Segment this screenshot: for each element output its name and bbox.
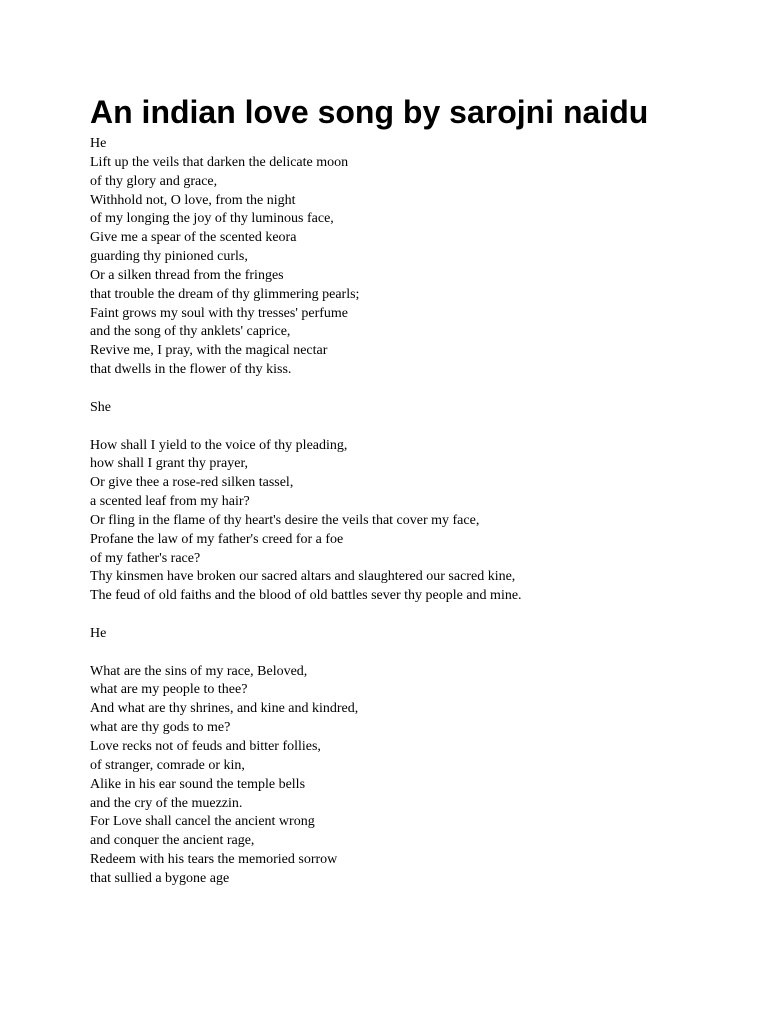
poem-line: What are the sins of my race, Beloved, <box>90 663 308 679</box>
poem-line: She <box>90 399 111 415</box>
poem-line: Redeem with his tears the memoried sorrow <box>90 852 338 868</box>
poem-line: that sullied a bygone age <box>90 870 230 886</box>
poem-line <box>90 418 522 437</box>
poem-body <box>90 135 522 889</box>
poem-line: For Love shall cancel the ancient wrong <box>90 814 315 830</box>
poem-line: of thy glory and grace, <box>90 173 218 189</box>
poem-line: Profane the law of my father's creed for a foe <box>90 531 344 547</box>
poem-line: He <box>90 625 107 641</box>
poem-line: How shall I yield to the voice of thy pleading, <box>90 437 348 453</box>
poem-line: guarding thy pinioned curls, <box>90 249 248 265</box>
poem-line: The feud of old faiths and the blood of old battles sever thy people and mine. <box>90 588 522 604</box>
poem-line: that dwells in the flower of thy kiss. <box>90 362 292 378</box>
poem-line: He <box>90 136 107 151</box>
poem-line: Alike in his ear sound the temple bells <box>90 776 306 792</box>
poem-line: And what are thy shrines, and kine and kindred, <box>90 701 359 717</box>
poem-line <box>90 606 522 625</box>
poem-line: Faint grows my soul with thy tresses' perfume <box>90 305 348 321</box>
poem-line: Revive me, I pray, with the magical nectar <box>90 343 328 359</box>
poem-line: Love recks not of feuds and bitter follies, <box>90 739 321 754</box>
poem-line: Or fling in the flame of thy heart's desire the veils that cover my face, <box>90 512 480 528</box>
poem-line: and conquer the ancient rage, <box>90 833 255 849</box>
poem-line: Or give thee a rose-red silken tassel, <box>90 475 294 491</box>
poem-line: a scented leaf from my hair? <box>90 494 250 510</box>
poem-line: Lift up the veils that darken the delicate moon <box>90 154 349 170</box>
poem-line: what are my people to thee? <box>90 682 248 698</box>
page-title: An indian love song by sarojni naidu <box>90 94 649 130</box>
poem-line: of stranger, comrade or kin, <box>90 757 245 773</box>
poem-line: and the cry of the muezzin. <box>90 795 243 811</box>
poem-line: what are thy gods to me? <box>90 720 231 736</box>
poem-line: that trouble the dream of thy glimmering pearls; <box>90 286 360 302</box>
poem-line: and the song of thy anklets' caprice, <box>90 324 291 340</box>
poem-line: of my longing the joy of thy luminous face, <box>90 211 334 227</box>
poem-line: Thy kinsmen have broken our sacred altars and slaughtered our sacred kine, <box>90 569 516 585</box>
poem-line: of my father's race? <box>90 550 201 566</box>
poem-line: how shall I grant thy prayer, <box>90 456 249 472</box>
poem-line: Give me a spear of the scented keora <box>90 230 297 246</box>
poem-line: Or a silken thread from the fringes <box>90 267 284 283</box>
poem-line: Withhold not, O love, from the night <box>90 192 296 208</box>
poem-line <box>90 380 522 399</box>
poem-line <box>90 644 522 663</box>
